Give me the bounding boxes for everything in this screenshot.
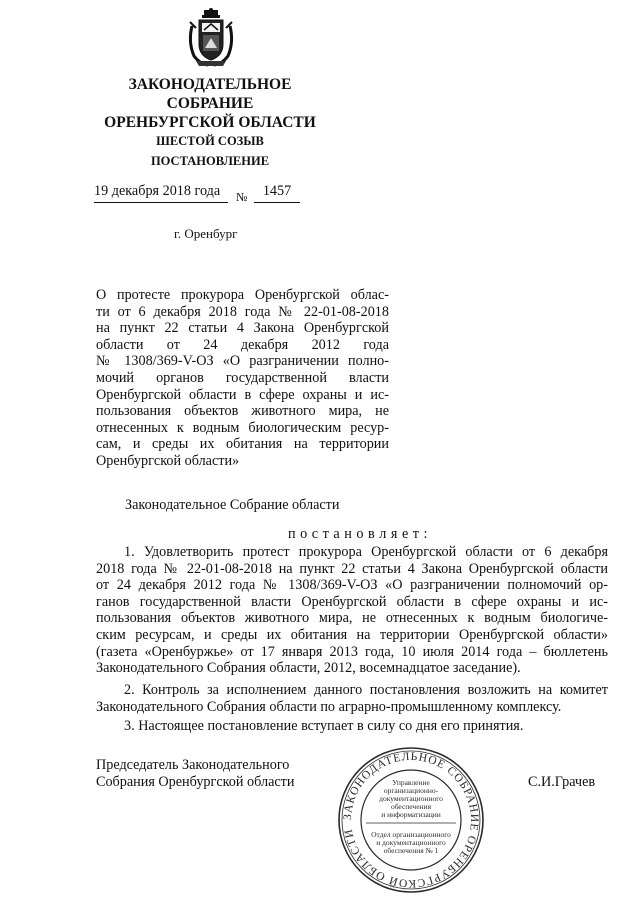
item-1-line: ским ресурсам, и среды их обитания на территории Оренбургской области» [96,626,608,643]
signatory-title-line2: Собрания Оренбургской области [96,773,295,790]
document-number: 1457 [262,183,292,199]
svg-text:ЗАКОНОДАТЕЛЬНОЕ СОБРАНИЕ ОРЕНБ [342,751,480,890]
item-1 [96,544,608,677]
signatory-name: С.И.Грачев [528,774,596,790]
subject-line: области от 24 декабря 2012 года [96,336,389,353]
coat-of-arms-icon [186,8,236,68]
org-name-line2: СОБРАНИЕ [166,95,254,112]
assembly-name: Законодательное Собрание области [125,497,340,513]
decrees-heading: п о с т а н о в л я е т : [288,526,428,542]
stamp-line: и информатизации [381,810,441,819]
stamp-line: организационно- [383,786,439,795]
convocation: ШЕСТОЙ СОЗЫВ [156,134,264,148]
city: г. Оренбург [174,226,238,241]
document-type: ПОСТАНОВЛЕНИЕ [150,154,270,168]
subject-line: Оренбургской области» [96,452,240,469]
subject-line: мочий органов государственной власти [96,369,389,386]
number-underline [254,202,300,203]
subject-line: на пункт 22 статьи 4 Закона Оренбургской [96,320,389,337]
subject-line: пользования объектов животного мира, не [96,403,389,420]
subject-line: отнесенных к водным биологическим ресур- [96,419,389,436]
official-stamp [336,745,486,895]
item-2-line: Законодательного Собрания области по аграрно-промышленному комплексу. [96,698,562,715]
item-1-line: 1. Удовлетворить протест прокурора Оренбургской области от 6 декабря [124,544,608,560]
org-name-line3: ОРЕНБУРГСКОЙ ОБЛАСТИ [104,114,316,131]
item-3: 3. Настоящее постановление вступает в силу со дня его принятия. [124,718,524,734]
item-1-line: Законодательного Собрания области, 2012, восемнадцатое заседание). [96,660,521,677]
stamp-line: и документационного [376,838,446,847]
item-2 [96,682,608,715]
item-2-line: 2. Контроль за исполнением данного постановления возложить на комитет [124,682,608,698]
org-name-line1: ЗАКОНОДАТЕЛЬНОЕ [128,76,292,93]
stamp-line: обеспечения [390,802,432,811]
subject-line: ти от 6 декабря 2018 года № 22-01-08-2018 [96,303,389,320]
number-label: № [236,190,248,204]
subject-line: сам, и среды их обитания на территории [96,436,389,453]
item-1-line: ганов государственной власти Оренбургской области в сфере охраны и ис- [96,593,608,610]
stamp-seal-icon [336,745,486,895]
item-1-line: пользования объектов животного мира, не отнесенных к водным биологиче- [96,610,608,627]
subject-line: О протесте прокурора Оренбургской облас- [96,287,389,303]
item-1-line: (газета «Оренбуржье» от 17 января 2013 года, 10 июля 2014 года – бюллетень [96,643,608,660]
date-underline [94,202,228,203]
item-1-line: от 24 декабря 2012 года № 1308/369-V-ОЗ «О разграничении полномочий ор- [96,577,608,594]
item-1-line: 2018 года № 22-01-08-2018 на пункт 22 статьи 4 Закона Оренбургской области [96,560,608,577]
stamp-line: документационного [379,794,443,803]
org-name [60,75,360,132]
subject-block [96,287,389,470]
stamp-line: Управление [392,778,430,787]
stamp-ring-text: ЗАКОНОДАТЕЛЬНОЕ СОБРАНИЕ ОРЕНБУРГСКОЙ ОБЛАСТИ [341,750,481,890]
stamp-line: обеспечения № 1 [383,846,439,855]
stamp-line: Отдел организационного [371,830,451,839]
signatory-title [96,757,294,790]
subject-line: Оренбургской области в сфере охраны и ис- [96,386,389,403]
subject-line: № 1308/369-V-ОЗ «О разграничении полно- [96,353,389,370]
document-date: 19 декабря 2018 года [94,183,221,199]
signatory-title-line1: Председатель Законодательного [96,757,290,773]
